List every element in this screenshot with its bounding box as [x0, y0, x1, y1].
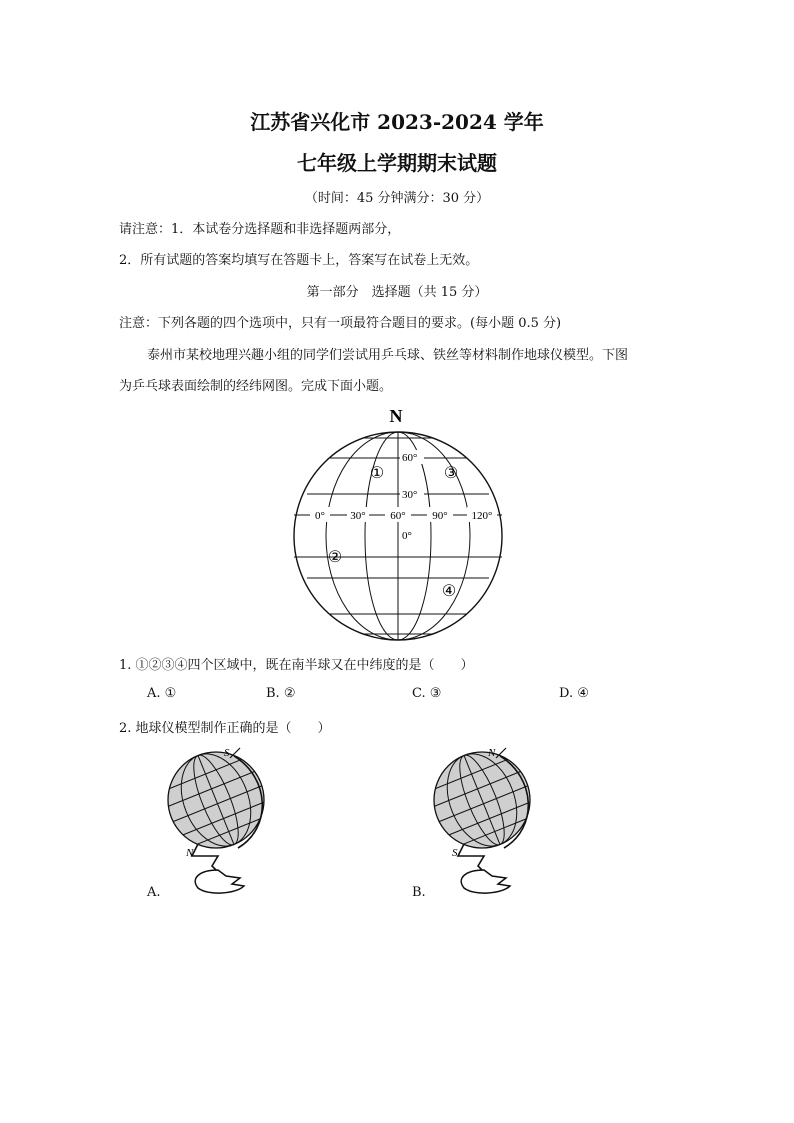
region-label-1: ① — [369, 465, 385, 482]
region-label-2: ② — [327, 549, 343, 566]
exam-title-line1: 江苏省兴化市 2023-2024 学年 — [250, 110, 544, 134]
q2-option-a-label[interactable]: A. — [147, 885, 161, 900]
lat-label-60: 60° — [402, 452, 418, 464]
lon-label-120: 120° — [471, 510, 493, 522]
time-info: （时间：45 分钟满分：30 分） — [304, 191, 490, 206]
lon-label-60: 60° — [390, 510, 406, 522]
instruction-line1: 请注意：1．本试卷分选择题和非选择题两部分， — [119, 222, 401, 237]
model-b-bottom-pole: S — [452, 847, 458, 859]
instruction-line2: 2．所有试题的答案均填写在答题卡上，答案写在试卷上无效。 — [119, 253, 479, 268]
globe-model-a[interactable] — [160, 744, 280, 900]
lat-label-30: 30° — [402, 489, 418, 501]
region-label-3: ③ — [443, 465, 459, 482]
lat-label-0: 0° — [402, 530, 412, 542]
region-label-4: ④ — [441, 583, 457, 600]
question1-stem: 1. ①②③④四个区域中，既在南半球又在中纬度的是（ ） — [119, 658, 474, 673]
north-label: N — [389, 406, 403, 426]
model-b-top-pole: N — [488, 747, 496, 759]
model-a-bottom-pole: N — [186, 847, 194, 859]
exam-title-line2: 七年级上学期期末试题 — [297, 151, 497, 175]
q2-option-b-label[interactable]: B. — [412, 885, 426, 900]
q1-option-b[interactable]: B. ② — [266, 686, 296, 701]
lon-label-90: 90° — [432, 510, 448, 522]
section1-notice: 注意：下列各题的四个选项中，只有一项最符合题目的要求。(每小题 0.5 分) — [119, 316, 562, 331]
question2-stem: 2. 地球仪模型制作正确的是（ ） — [119, 721, 331, 736]
section1-heading: 第一部分 选择题（共 15 分） — [306, 285, 488, 300]
q1-option-c[interactable]: C. ③ — [412, 686, 442, 701]
q1-option-d[interactable]: D. ④ — [559, 686, 589, 701]
meridian-lines — [326, 432, 470, 640]
globe-model-b[interactable] — [426, 744, 546, 900]
model-a-top-pole: S — [224, 747, 230, 759]
lon-label-0: 0° — [315, 510, 325, 522]
intro-line2: 为乒乓球表面绘制的经纬网图。完成下面小题。 — [119, 379, 393, 394]
graticule-globe-figure — [286, 404, 510, 644]
lon-label-30: 30° — [350, 510, 366, 522]
q1-option-a[interactable]: A. ① — [147, 686, 177, 701]
intro-line1: 泰州市某校地理兴趣小组的同学们尝试用乒乓球、铁丝等材料制作地球仪模型。下图 — [147, 348, 629, 363]
